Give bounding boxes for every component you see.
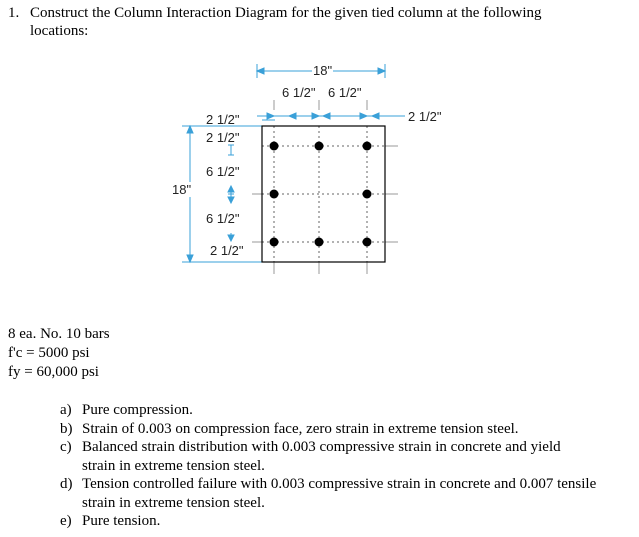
rebar (270, 190, 279, 199)
part-label: c) (60, 439, 72, 455)
part-label: b) (60, 420, 73, 437)
dim-left-bottom: 2 1/2" (210, 243, 244, 258)
rebar-group (270, 142, 372, 247)
dim-width-total: 18" (313, 63, 333, 78)
problem-text-line-1: Construct the Column Interaction Diagram for the given tied column at the following (30, 5, 542, 21)
part-item (60, 420, 620, 439)
problem-number: 1. (8, 5, 20, 21)
dim-right-cover: 2 1/2" (408, 109, 442, 124)
dim-height-total: 18" (172, 182, 192, 197)
dim-left-spacing-2: 6 1/2" (206, 164, 240, 179)
rebar (315, 142, 324, 151)
part-label: e) (60, 513, 72, 529)
part-item (60, 438, 580, 475)
problem-text-line-2: locations: (30, 23, 89, 39)
part-text: Pure compression. (82, 402, 193, 418)
concrete-strength: f'c = 5000 psi (8, 345, 90, 361)
parts-list (60, 401, 620, 531)
part-item (60, 475, 620, 512)
part-item (60, 401, 620, 420)
part-text: Tension controlled failure with 0.003 compressive strain in concrete and 0.007 tensile strain in extreme tension steel. (82, 476, 597, 511)
part-text: Balanced strain distribution with 0.003 compressive strain in concrete and yield strain in extreme tension steel. (82, 439, 561, 474)
dim-left-spacing-1: 2 1/2" (206, 130, 240, 145)
rebar (363, 190, 372, 199)
dim-width-spacing-1: 6 1/2" (282, 85, 316, 100)
rebar (363, 142, 372, 151)
dim-width-spacing-2: 6 1/2" (328, 85, 362, 100)
rebar (315, 238, 324, 247)
rebar (363, 238, 372, 247)
part-label: a) (60, 402, 72, 418)
part-text: Pure tension. (82, 513, 161, 529)
bars-spec: 8 ea. No. 10 bars (8, 326, 110, 342)
part-item (60, 512, 620, 531)
dim-left-top-cover: 2 1/2" (206, 112, 240, 127)
part-text: Strain of 0.003 on compression face, zero strain in extreme tension steel. (82, 420, 519, 437)
steel-yield-strength: fy = 60,000 psi (8, 364, 99, 380)
rebar (270, 238, 279, 247)
dim-left-spacing-3: 6 1/2" (206, 211, 240, 226)
part-label: d) (60, 476, 73, 492)
rebar (270, 142, 279, 151)
